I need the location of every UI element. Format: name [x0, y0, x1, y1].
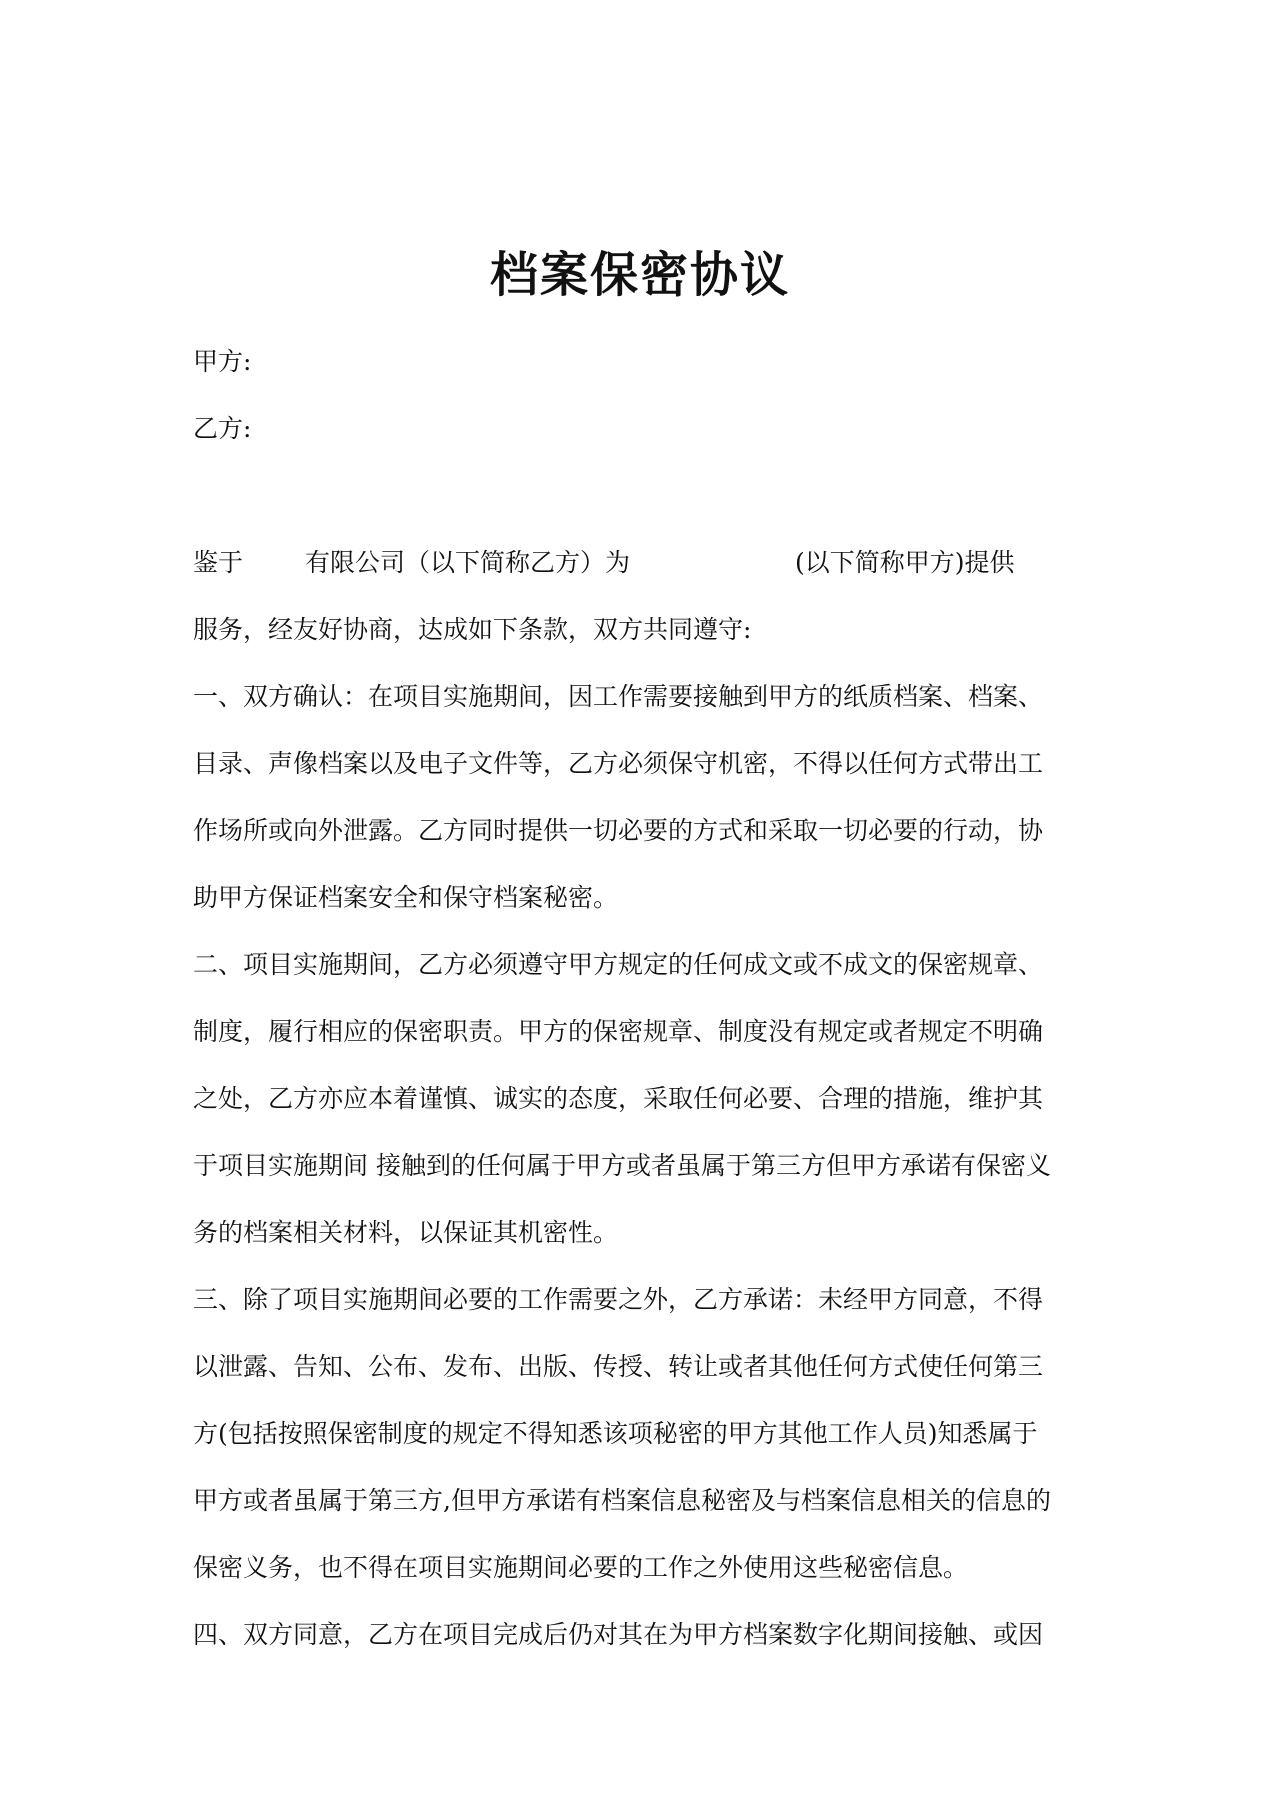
party-b-label: 乙方:: [193, 414, 252, 443]
clause-4-line: 四、双方同意，乙方在项目完成后仍对其在为甲方档案数字化期间接触、或因: [193, 1620, 1044, 1649]
clause-1-line: 作场所或向外泄露。乙方同时提供一切必要的方式和采取一切必要的行动，协: [193, 816, 1044, 845]
clause-3-line: 以泄露、告知、公布、发布、出版、传授、转让或者其他任何方式使任何第三: [193, 1352, 1044, 1381]
preamble-part-3: (以下简称甲方)提供: [795, 548, 1015, 577]
clause-3-line: 保密义务，也不得在项目实施期间必要的工作之外使用这些秘密信息。: [193, 1553, 969, 1582]
clause-2-line: 务的档案相关材料，以保证其机密性。: [193, 1218, 619, 1247]
document-title: 档案保密协议: [489, 247, 790, 303]
clause-2-line: 于项目实施期间 接触到的任何属于甲方或者虽属于第三方但甲方承诺有保密义: [193, 1151, 1051, 1180]
clause-3-line: 三、除了项目实施期间必要的工作需要之外，乙方承诺：未经甲方同意，不得: [193, 1285, 1044, 1314]
party-a-label: 甲方:: [193, 347, 252, 376]
preamble-part-1: 鉴于: [193, 548, 244, 577]
preamble-line-2: 服务，经友好协商，达成如下条款，双方共同遵守:: [193, 615, 752, 644]
clause-1-line: 一、双方确认：在项目实施期间，因工作需要接触到甲方的纸质档案、档案、: [193, 682, 1044, 711]
clause-2-line: 之处，乙方亦应本着谨慎、诚实的态度，采取任何必要、合理的措施，维护其: [193, 1084, 1044, 1113]
clause-2-line: 二、项目实施期间，乙方必须遵守甲方规定的任何成文或不成文的保密规章、: [193, 950, 1044, 979]
clause-1-line: 助甲方保证档案安全和保守档案秘密。: [193, 883, 619, 912]
clause-3-line: 甲方或者虽属于第三方,但甲方承诺有档案信息秘密及与档案信息相关的信息的: [193, 1486, 1051, 1515]
preamble-part-2: 有限公司（以下简称乙方）为: [305, 548, 631, 577]
preamble-line-1: [193, 545, 1015, 581]
clause-3-line: 方(包括按照保密制度的规定不得知悉该项秘密的甲方其他工作人员)知悉属于: [193, 1419, 1038, 1448]
clause-2-line: 制度，履行相应的保密职责。甲方的保密规章、制度没有规定或者规定不明确: [193, 1017, 1044, 1046]
clause-1-line: 目录、声像档案以及电子文件等，乙方必须保守机密，不得以任何方式带出工: [193, 749, 1044, 778]
